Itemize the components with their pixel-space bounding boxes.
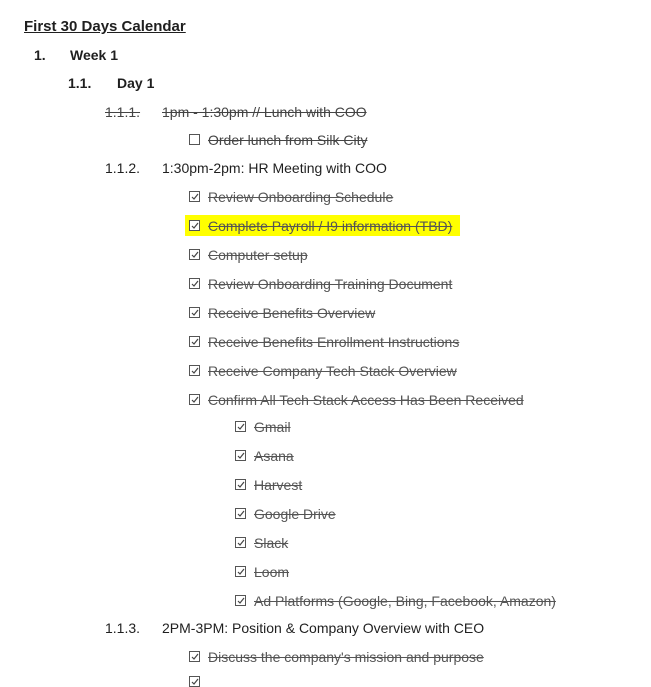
checked-checkbox-icon[interactable] xyxy=(235,421,246,432)
checklist-item: Order lunch from Silk City xyxy=(208,132,368,148)
section-number: 1.1.1. xyxy=(105,104,141,120)
checklist-subitem: Slack xyxy=(254,535,289,551)
checked-checkbox-icon[interactable] xyxy=(235,595,246,606)
section-number: 1.1.2. xyxy=(105,160,141,176)
checked-checkbox-icon[interactable] xyxy=(189,191,200,202)
checked-checkbox-icon[interactable] xyxy=(235,566,246,577)
week-heading: Week 1 xyxy=(70,47,118,63)
checklist-subitem: Google Drive xyxy=(254,506,336,522)
checklist-subitem: Loom xyxy=(254,564,290,580)
checked-checkbox-icon[interactable] xyxy=(235,537,246,548)
checklist-item: Receive Benefits Enrollment Instructions xyxy=(208,334,460,350)
checklist-item: Complete Payroll / I9 information (TBD) xyxy=(208,218,453,234)
checklist-item: Receive Company Tech Stack Overview xyxy=(208,363,457,379)
checklist-item: Review Onboarding Training Document xyxy=(208,276,453,292)
unchecked-checkbox-icon[interactable] xyxy=(189,134,200,145)
week-number: 1. xyxy=(34,47,46,63)
checked-checkbox-icon[interactable] xyxy=(189,336,200,347)
day-heading: Day 1 xyxy=(117,75,155,91)
checklist-subitem: Ad Platforms (Google, Bing, Facebook, Amazon) xyxy=(254,593,556,609)
day-number: 1.1. xyxy=(68,75,92,91)
checked-checkbox-icon[interactable] xyxy=(189,651,200,662)
checklist-item: Computer setup xyxy=(208,247,308,263)
checked-checkbox-icon[interactable] xyxy=(235,450,246,461)
checked-checkbox-icon[interactable] xyxy=(235,479,246,490)
checklist-item: Review Onboarding Schedule xyxy=(208,189,394,205)
document-title: First 30 Days Calendar xyxy=(24,18,186,35)
section-heading: 1pm - 1:30pm // Lunch with COO xyxy=(162,104,367,120)
checklist-item: Receive Benefits Overview xyxy=(208,305,376,321)
checked-checkbox-icon[interactable] xyxy=(189,307,200,318)
checked-checkbox-icon[interactable] xyxy=(189,394,200,405)
section-number: 1.1.3. xyxy=(105,620,141,636)
checklist-item: Confirm All Tech Stack Access Has Been Received xyxy=(208,392,524,408)
checklist-subitem: Gmail xyxy=(254,419,291,435)
checked-checkbox-icon[interactable] xyxy=(235,508,246,519)
section-heading: 1:30pm-2pm: HR Meeting with COO xyxy=(162,160,387,176)
checked-checkbox-icon[interactable] xyxy=(189,365,200,376)
checked-checkbox-icon[interactable] xyxy=(189,220,200,231)
checklist-item: Discuss the company's mission and purpose xyxy=(208,649,484,665)
checklist-subitem: Harvest xyxy=(254,477,303,493)
checklist-subitem: Asana xyxy=(254,448,294,464)
checked-checkbox-icon[interactable] xyxy=(189,676,200,687)
checked-checkbox-icon[interactable] xyxy=(189,278,200,289)
section-heading: 2PM-3PM: Position & Company Overview with CEO xyxy=(162,620,485,636)
checked-checkbox-icon[interactable] xyxy=(189,249,200,260)
